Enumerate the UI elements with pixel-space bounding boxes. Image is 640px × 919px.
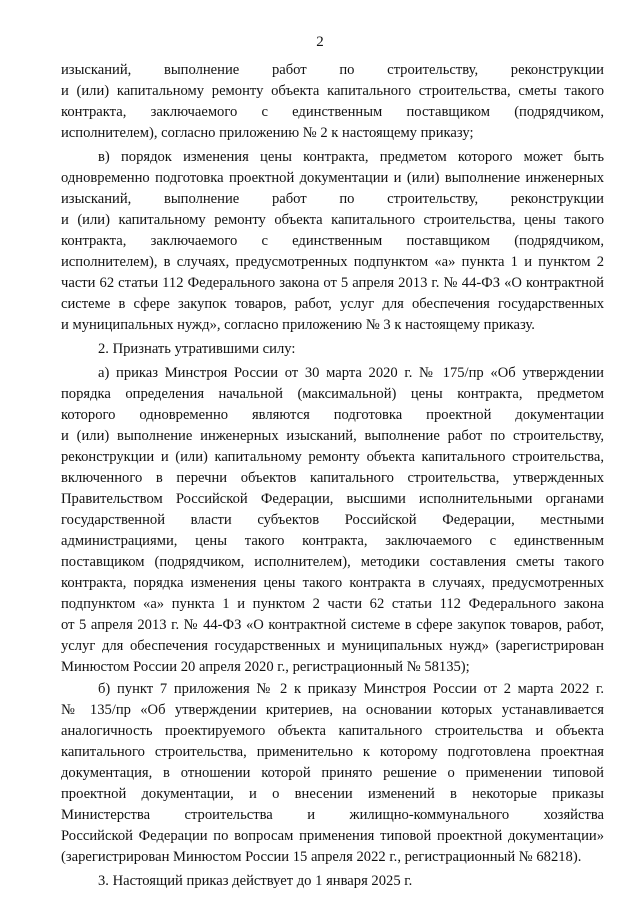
text-line: исполнителем), согласно приложению № 2 к настоящему приказу; xyxy=(61,125,474,141)
text-line: услуг для обеспечения государственных и муниципальных нужд» (зарегистрирован xyxy=(61,638,604,654)
text-line: Российской Федерации по вопросам применения типовой проектной документации» xyxy=(61,828,604,844)
text-line: документация, в отношении которой принято решение о применении типовой xyxy=(61,765,604,781)
text-line: одновременно подготовка проектной документации и (или) выполнение инженерных xyxy=(61,170,604,186)
text-line: а) приказ Минстроя России от 30 марта 2020 г. № 175/пр «Об утверждении xyxy=(98,365,604,381)
text-line: аналогичность проектируемого объекта капитального строительства и объекта xyxy=(61,723,604,739)
text-line: Минюстом России 20 апреля 2020 г., регистрационный № 58135); xyxy=(61,659,470,675)
text-line: государственной власти субъектов Российской Федерации, местными xyxy=(61,512,604,528)
text-line: подпунктом «а» пункта 1 и пунктом 2 части 62 статьи 112 Федерального закона xyxy=(61,596,604,612)
text-line: капитального строительства, применительно к которому подготовлена проектная xyxy=(61,744,604,760)
text-line: реконструкции и (или) капитальному ремонту объекта капитального строительства, xyxy=(61,449,604,465)
text-line: системе в сфере закупок товаров, работ, услуг для обеспечения государственных xyxy=(61,296,604,312)
text-line: части 62 статьи 112 Федерального закона от 5 апреля 2013 г. № 44-ФЗ «О контрактной xyxy=(61,275,604,291)
text-line: 3. Настоящий приказ действует до 1 января 2025 г. xyxy=(98,873,413,889)
text-line: администрациями, цены такого контракта, заключаемого с единственным xyxy=(61,533,604,549)
text-line: контракта, порядка изменения цены такого контракта в случаях, предусмотренных xyxy=(61,575,604,591)
text-line: поставщиком (подрядчиком, исполнителем), методики составления сметы такого xyxy=(61,554,604,570)
text-line: порядка определения начальной (максимальной) цены контракта, предметом xyxy=(61,386,604,402)
text-line: в) порядок изменения цены контракта, предметом которого может быть xyxy=(98,149,604,165)
text-line: контракта, заключаемого с единственным поставщиком (подрядчиком, xyxy=(61,233,604,249)
text-line: Правительством Российской Федерации, высшими исполнительными органами xyxy=(61,491,604,507)
text-line: (зарегистрирован Минюстом России 15 апреля 2022 г., регистрационный № 68218). xyxy=(61,849,582,865)
text-line: контракта, заключаемого с единственным поставщиком (подрядчиком, xyxy=(61,104,604,120)
text-line: и (или) капитальному ремонту объекта капитального строительства, сметы такого xyxy=(61,83,604,99)
text-line: которого одновременно являются подготовка проектной документации xyxy=(61,407,604,423)
text-line: Министерства строительства и жилищно-коммунального хозяйства xyxy=(61,807,604,823)
text-line: и муниципальных нужд», согласно приложению № 3 к настоящему приказу. xyxy=(61,317,535,333)
text-line: включенного в перечни объектов капитального строительства, утвержденных xyxy=(61,470,604,486)
text-line: проектной документации, и о внесении изменений в некоторые приказы xyxy=(61,786,604,802)
text-line: № 135/пр «Об утверждении критериев, на основании которых устанавливается xyxy=(61,702,604,718)
text-line: изысканий, выполнение работ по строительству, реконструкции xyxy=(61,62,604,78)
text-line: исполнителем), в случаях, предусмотренных подпунктом «а» пункта 1 и пунктом 2 xyxy=(61,254,604,270)
text-line: от 5 апреля 2013 г. № 44-ФЗ «О контрактной системе в сфере закупок товаров, работ, xyxy=(61,617,604,633)
page-number: 2 xyxy=(316,34,324,50)
text-line: б) пункт 7 приложения № 2 к приказу Минстроя России от 2 марта 2022 г. xyxy=(98,681,604,697)
text-line: и (или) капитальному ремонту объекта капитального строительства, цены такого xyxy=(61,212,604,228)
text-line: 2. Признать утратившими силу: xyxy=(98,341,296,357)
text-line: изысканий, выполнение работ по строительству, реконструкции xyxy=(61,191,604,207)
text-line: и (или) выполнение инженерных изысканий, выполнение работ по строительству, xyxy=(61,428,604,444)
